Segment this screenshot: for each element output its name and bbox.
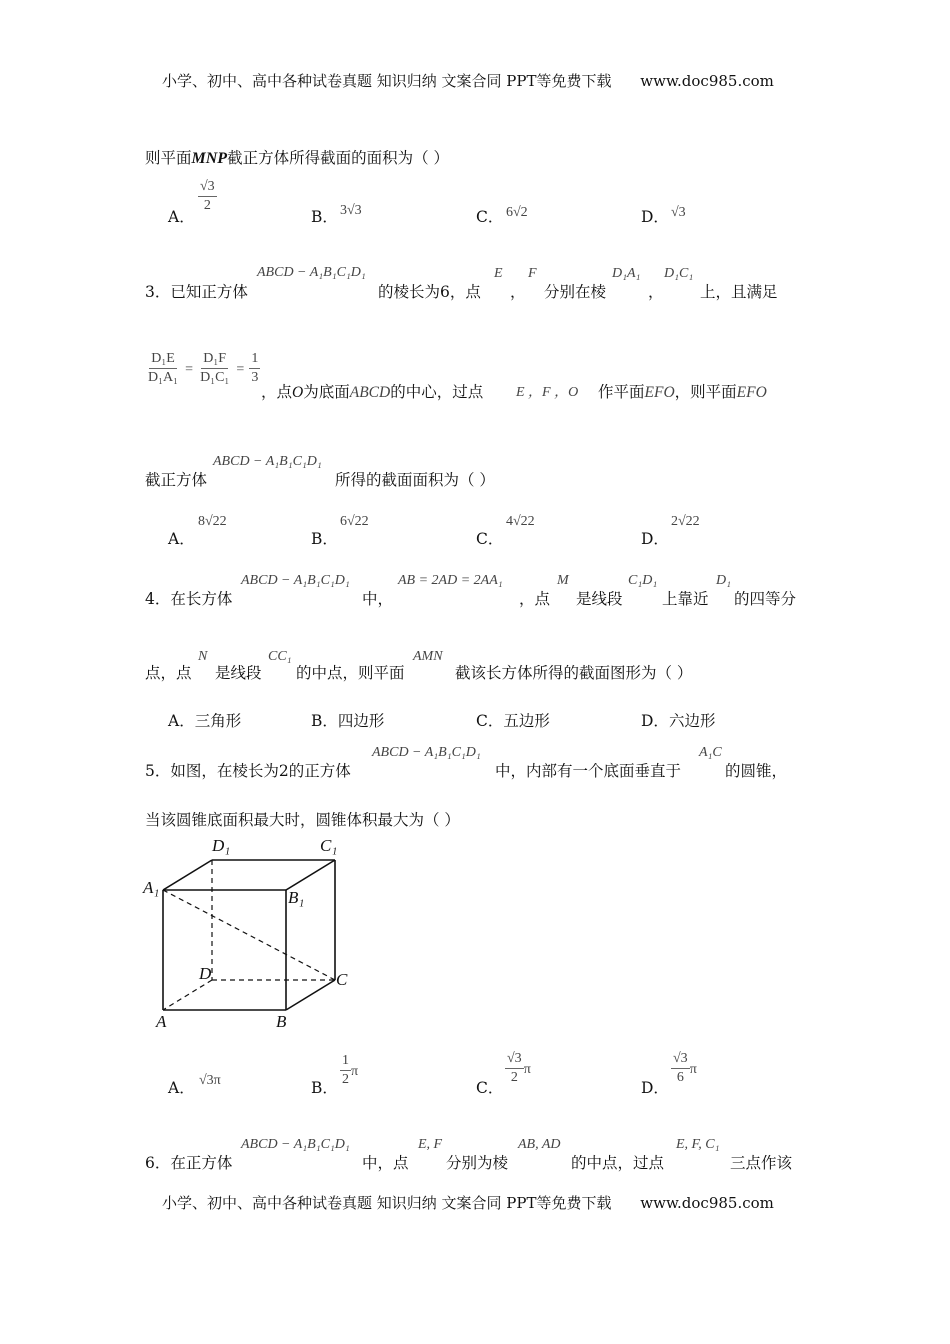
page-footer <box>162 1192 774 1213</box>
q2-option-b-value: 3√3 <box>340 203 362 218</box>
q3-O: O <box>292 384 304 401</box>
q2-stem <box>145 146 449 168</box>
q5-d-num: √3 <box>671 1050 690 1069</box>
q3-base: ABCD <box>349 384 391 401</box>
label-D: D <box>199 964 212 983</box>
q3-option-a-value: 8√22 <box>198 514 227 529</box>
q3-option-c-letter: C． <box>476 530 504 548</box>
page-header <box>162 70 774 91</box>
q3-line2 <box>261 380 483 402</box>
q3-pts: E ，F ，O <box>516 385 579 400</box>
diagonal-A1C <box>163 890 335 980</box>
q4-line2-c: 的中点，则平面 <box>296 664 405 682</box>
q4-sidengfen: 的四等分 <box>734 590 797 608</box>
q5-b-suffix: π <box>351 1064 359 1079</box>
q4-line2-a: 点，点 <box>145 664 192 682</box>
q5-b-num: 1 <box>340 1052 351 1071</box>
q2-option-a-letter: A． <box>168 208 195 226</box>
q4-d-value: 六边形 <box>668 712 716 730</box>
q4-line2-b: 是线段 <box>215 664 262 682</box>
q5-text: 如图，在棱长为 <box>170 762 279 780</box>
q4-cond: AB = 2AD = 2AA₁ <box>398 573 503 588</box>
edge-DA-hidden <box>163 980 212 1010</box>
q6-line1-e: 三点作该 <box>730 1154 793 1172</box>
q5-text: 的正方体 <box>288 762 351 780</box>
q4-number: 4． <box>145 590 171 608</box>
q3-line1-e: 上，且满足 <box>700 283 778 301</box>
q4-line2-d: 截该长方体所得的截面图形为（ ） <box>455 664 693 682</box>
q3-option-b-value: 6√22 <box>340 514 369 529</box>
label-B1: B₁ <box>288 888 305 907</box>
q6-pts3: E, F, C₁ <box>676 1137 720 1152</box>
edge-CB <box>286 980 335 1010</box>
header-url[interactable]: www.doc985.com <box>640 72 774 90</box>
q4-plane: AMN <box>413 649 443 664</box>
q5-option-a-value: √3π <box>199 1073 221 1088</box>
q3-text: ，则平面 <box>674 383 737 401</box>
q2-option-a-value <box>198 178 217 215</box>
q5-option-d-letter: D． <box>641 1079 669 1097</box>
q5-line2: 当该圆锥底面积最大时，圆锥体积最大为（ ） <box>145 811 460 829</box>
q3-plane: EFO <box>644 384 675 401</box>
q4-M: M <box>557 573 569 588</box>
q4-option-a-letter <box>168 709 241 731</box>
q5-b-den: 2 <box>342 1072 349 1087</box>
q4-b-value: 四边形 <box>337 712 385 730</box>
q6-line1-d: 的中点，过点 <box>571 1154 665 1172</box>
q2-stem-post: 截正方体所得截面的面积为（ ） <box>227 149 450 167</box>
q3-condition: $\frac{\text{D₁E}}{\text{D₁A₁}}$ = $\frac{\text{D₁F}}{\text{D₁C₁}}$ = $\frac{1}{3}$ <box>148 351 259 385</box>
frac2-den: D₁C₁ <box>200 370 230 385</box>
q4-shi-xianduan: 是线段 <box>576 590 623 608</box>
q4-solid: ABCD − A₁B₁C₁D₁ <box>241 573 350 588</box>
q3-text: 的中心，过点 <box>390 383 484 401</box>
q2-option-d-value: √3 <box>671 205 686 220</box>
q5-d-suffix: π <box>689 1062 697 1077</box>
q3-text: 为底面 <box>303 383 350 401</box>
q5-line1-c: 中，内部有一个底面垂直于 <box>495 762 682 780</box>
q2-option-b-letter: B． <box>311 208 338 226</box>
q4-kaojin: 上靠近 <box>662 590 709 608</box>
frac3-den: 3 <box>251 370 259 385</box>
q3-text: 作平面 <box>598 383 645 401</box>
q3-option-c-value: 4√22 <box>506 514 535 529</box>
q3-option-d-value: 2√22 <box>671 514 700 529</box>
q3-text: 已知正方体 <box>170 283 248 301</box>
q4-N: N <box>198 649 208 664</box>
q2-var: MNP <box>191 150 228 167</box>
q3-edge1: D₁A₁ <box>612 266 641 281</box>
q3-text: ，点 <box>261 383 293 401</box>
q5-c-suffix: π <box>523 1062 531 1077</box>
q5-option-a-letter: A． <box>168 1079 195 1097</box>
label-C: C <box>336 970 348 989</box>
q5-c-den: 2 <box>510 1070 518 1085</box>
q3-option-a-letter: A． <box>168 530 195 548</box>
q6-number: 6． <box>145 1154 171 1172</box>
q4-D1: D₁ <box>716 573 731 588</box>
q4-option-d-letter <box>641 709 715 731</box>
label-C1: C₁ <box>320 836 338 855</box>
q3-line3-a: 截正方体 <box>145 471 208 489</box>
q5-option-b-value <box>340 1052 358 1089</box>
frac1-num: D₁E <box>149 350 177 369</box>
frac2-num: D₁F <box>201 350 228 369</box>
q5-number: 5． <box>145 762 171 780</box>
q2-option-c-value: 6√2 <box>506 205 528 220</box>
q2-stem-pre: 则平面 <box>145 149 192 167</box>
q4-a-letter: A． <box>168 712 195 730</box>
q6-line1 <box>145 1151 232 1173</box>
q3-len: 6 <box>440 283 450 301</box>
q5-diag: A₁C <box>699 745 722 760</box>
cube-figure <box>140 830 370 1035</box>
q5-line1-d: 的圆锥， <box>725 762 788 780</box>
q3-text: ，点 <box>449 283 481 301</box>
q3-line3-b: 所得的截面面积为（ ） <box>335 471 495 489</box>
q2-a-den: 2 <box>203 198 211 213</box>
q4-option-c-letter <box>476 709 550 731</box>
q3-line1-b <box>378 280 481 302</box>
q3-solid: ABCD − A₁B₁C₁D₁ <box>257 265 366 280</box>
frac3-num: 1 <box>249 350 260 369</box>
q4-text: 在长方体 <box>170 590 233 608</box>
q4-d-letter: D． <box>641 712 669 730</box>
q4-option-b-letter <box>311 709 384 731</box>
footer-text: 小学、初中、高中各种试卷真题 知识归纳 文案合同 PPT等免费下载 <box>162 1194 612 1212</box>
q5-option-d-value <box>671 1050 697 1087</box>
q4-seg2: CC₁ <box>268 649 292 664</box>
q3-plane2: EFO <box>736 384 767 401</box>
q3-line1 <box>145 280 248 302</box>
q5-line1 <box>145 759 351 781</box>
edge-C1B1 <box>286 860 335 890</box>
q3-text: 的棱长为 <box>378 283 441 301</box>
q6-line1-c: 分别为棱 <box>446 1154 509 1172</box>
q6-pts: E, F <box>418 1137 443 1152</box>
q6-text: 在正方体 <box>170 1154 233 1172</box>
footer-url[interactable]: www.doc985.com <box>640 1194 774 1212</box>
q5-option-b-letter: B． <box>311 1079 338 1097</box>
q6-line1-b: 中，点 <box>362 1154 409 1172</box>
q3-F: F <box>528 266 537 281</box>
q3-edge2: D₁C₁ <box>664 266 694 281</box>
q2-option-c-letter: C． <box>476 208 504 226</box>
q5-d-den: 6 <box>676 1070 684 1085</box>
q3-solid-2: ABCD − A₁B₁C₁D₁ <box>213 454 322 469</box>
q5-option-c-letter: C． <box>476 1079 504 1097</box>
q6-edges: AB, AD <box>518 1137 561 1152</box>
q3-option-b-letter: B． <box>311 530 338 548</box>
q4-dian: ，点 <box>519 590 551 608</box>
header-text: 小学、初中、高中各种试卷真题 知识归纳 文案合同 PPT等免费下载 <box>162 72 612 90</box>
q3-E: E <box>494 266 503 281</box>
q4-c-value: 五边形 <box>503 712 550 730</box>
label-A1: A₁ <box>143 878 160 897</box>
q4-c-letter: C． <box>476 712 504 730</box>
q2-option-d-letter: D． <box>641 208 669 226</box>
q4-b-letter: B． <box>311 712 338 730</box>
label-A: A <box>156 1012 167 1031</box>
q3-line1-d: 分别在棱 <box>544 283 607 301</box>
q3-comma-2: ， <box>648 283 664 301</box>
q5-c-num: √3 <box>505 1050 524 1069</box>
q2-a-num: √3 <box>198 178 217 197</box>
frac1-den: D₁A₁ <box>148 370 178 385</box>
label-B: B <box>276 1012 287 1031</box>
q5-solid: ABCD − A₁B₁C₁D₁ <box>372 745 481 760</box>
q3-line2-d <box>598 380 767 402</box>
q3-comma: ， <box>510 283 526 301</box>
q4-a-value: 三角形 <box>194 712 242 730</box>
q3-number: 3． <box>145 283 171 301</box>
q4-line1 <box>145 587 232 609</box>
label-D1: D₁ <box>212 836 231 855</box>
q5-len: 2 <box>278 762 289 780</box>
q6-solid: ABCD − A₁B₁C₁D₁ <box>241 1137 350 1152</box>
edge-A1D1 <box>163 860 212 890</box>
q5-option-c-value <box>505 1050 531 1087</box>
q4-seg: C₁D₁ <box>628 573 658 588</box>
q4-zhong: 中， <box>362 590 394 608</box>
q3-option-d-letter: D． <box>641 530 669 548</box>
